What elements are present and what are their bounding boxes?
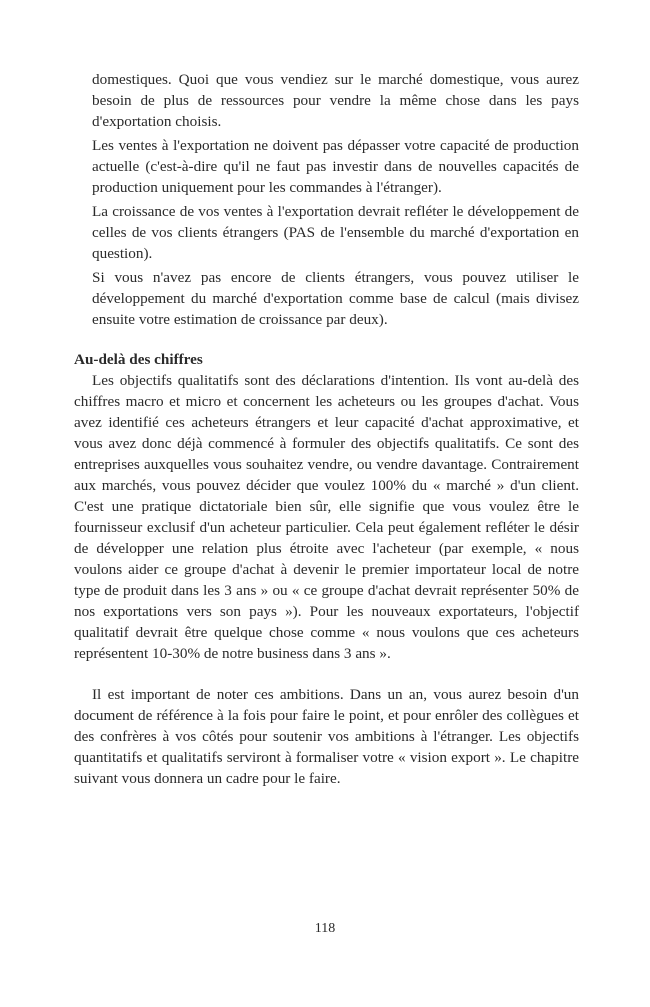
- page-number: 118: [314, 921, 336, 936]
- body-paragraph: Les objectifs qualitatifs sont des déclarations d'intention. Ils vont au-delà des chiffres macro et micro et concernent les acheteurs ou les groupes d'achat. Vous avez identifié ces acheteurs étrangers et leur capacité d'achat approximative, et vous avez donc déjà commencé à formuler des objectifs qualitatifs. Ce sont des entreprises auxquelles vous souhaitez vendre, ou vendre davantage. Contrairement aux marchés, vous pouvez décider que voulez 100% du « marché » d'un client. C'est une pratique dictatoriale bien sûr, elle signifie que vous voulez être le fournisseur exclusif d'un acheteur particulier. Cela peut également refléter le désir de développer une relation plus étroite avec l'acheteur (par exemple, « nous voulons aider ce groupe d'achat à devenir le premier importateur local de notre type de produit dans les 3 ans » ou « ce groupe d'achat devrait représenter 50% de nos exportations vers son pays »). Pour les nouveaux exportateurs, l'objectif qualitatif devrait être quelque chose comme « nous voulons que ces acheteurs représentent 10-30% de notre business dans 3 ans ».: [74, 372, 579, 662]
- list-item: La croissance de vos ventes à l'exportation devrait refléter le développement de celles de vos clients étrangers (PAS de l'ensemble du marché d'exportation en question).: [92, 203, 579, 262]
- list-item: domestiques. Quoi que vous vendiez sur le marché domestique, vous aurez besoin de plus de ressources pour vendre la même chose dans les pays d'exportation choisis.: [92, 71, 579, 130]
- page-body: [74, 69, 579, 789]
- body-paragraph: Il est important de noter ces ambitions. Dans un an, vous aurez besoin d'un document de référence à la fois pour faire le point, et pour enrôler des collègues et des confrères à vos côtés pour soutenir vos ambitions à l'étranger. Les objectifs quantitatifs et qualitatifs serviront à formaliser votre « vision export ». Le chapitre suivant vous donnera un cadre pour le faire.: [74, 686, 579, 787]
- bullet-list: [74, 69, 579, 330]
- list-item: Si vous n'avez pas encore de clients étrangers, vous pouvez utiliser le développement du marché d'exportation comme base de calcul (mais divisez ensuite votre estimation de croissance par deux).: [92, 269, 579, 328]
- section-heading: Au-delà des chiffres: [74, 351, 203, 368]
- list-item: Les ventes à l'exportation ne doivent pas dépasser votre capacité de production actuelle (c'est-à-dire qu'il ne faut pas investir dans de nouvelles capacités de production uniquement pour les commandes à l'étranger).: [92, 137, 579, 196]
